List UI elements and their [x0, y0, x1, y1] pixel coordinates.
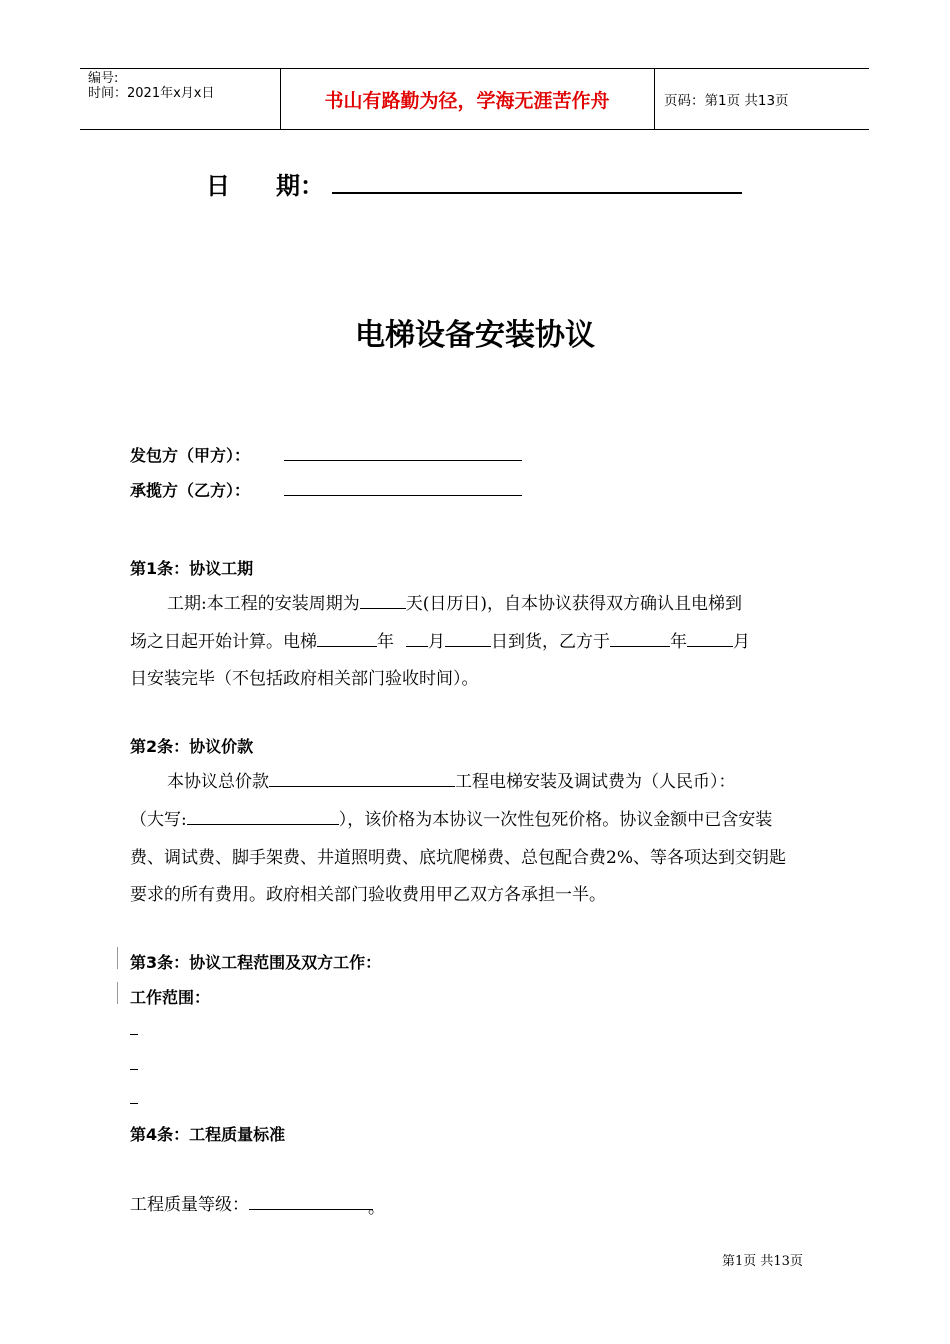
empty-list-mark	[130, 1034, 138, 1035]
page-header	[80, 68, 869, 130]
party-b-label: 承揽方（乙方）：	[130, 481, 251, 500]
quality-grade-line: 工程质量等级： 。	[130, 1195, 385, 1218]
date-blank-line	[332, 192, 742, 194]
header-page-code: 页码：第1页 共13页	[664, 93, 789, 109]
empty-list-mark	[130, 1069, 138, 1070]
header-meta	[88, 71, 214, 101]
article-2-line: 要求的所有费用。政府相关部门验收费用甲乙双方各承担一半。	[130, 885, 606, 905]
party-a-label: 发包方（甲方）：	[130, 446, 251, 465]
work-scope-label: 工作范围：	[130, 988, 211, 1007]
time-label: 时间：2021年x月x日	[88, 86, 215, 101]
article-1-line: 日安装完毕（不包括政府相关部门验收时间）。	[130, 669, 479, 689]
date-label	[206, 166, 324, 201]
document-title: 电梯设备安装协议	[355, 318, 595, 353]
header-divider	[654, 69, 655, 129]
article-4-heading: 第4条：工程质量标准	[130, 1125, 286, 1144]
article-1-line: 场之日起开始计算。电梯 年 月 日到货，乙方于 年 月	[130, 632, 750, 652]
party-b-blank	[284, 495, 522, 496]
date-label-char2: 期：	[276, 172, 324, 200]
number-label: 编号:	[88, 71, 119, 86]
date-label-char1: 日	[206, 172, 230, 200]
article-1-heading: 第1条：协议工期	[130, 559, 254, 578]
party-a-blank	[284, 460, 522, 461]
page-footer: 第1页 共13页	[722, 1254, 803, 1269]
article-2-line: （大写: ），该价格为本协议一次性包死价格。协议金额中已含安装	[130, 810, 773, 830]
article-3-heading: 第3条：协议工程范围及双方工作：	[130, 953, 382, 972]
article-2-heading: 第2条：协议价款	[130, 737, 254, 756]
empty-list-mark	[130, 1103, 138, 1104]
article-1-line: 工期:本工程的安装周期为 天(日历日)，自本协议获得双方确认且电梯到	[167, 594, 742, 614]
header-motto: 书山有路勤为径，学海无涯苦作舟	[324, 89, 610, 112]
article-2-line: 费、调试费、脚手架费、井道照明费、底坑爬梯费、总包配合费2%、等各项达到交钥匙	[130, 848, 786, 868]
revision-marker	[117, 982, 118, 1004]
revision-marker	[117, 947, 118, 969]
article-2-line: 本协议总价款 工程电梯安装及调试费为（人民币）：	[167, 772, 736, 792]
